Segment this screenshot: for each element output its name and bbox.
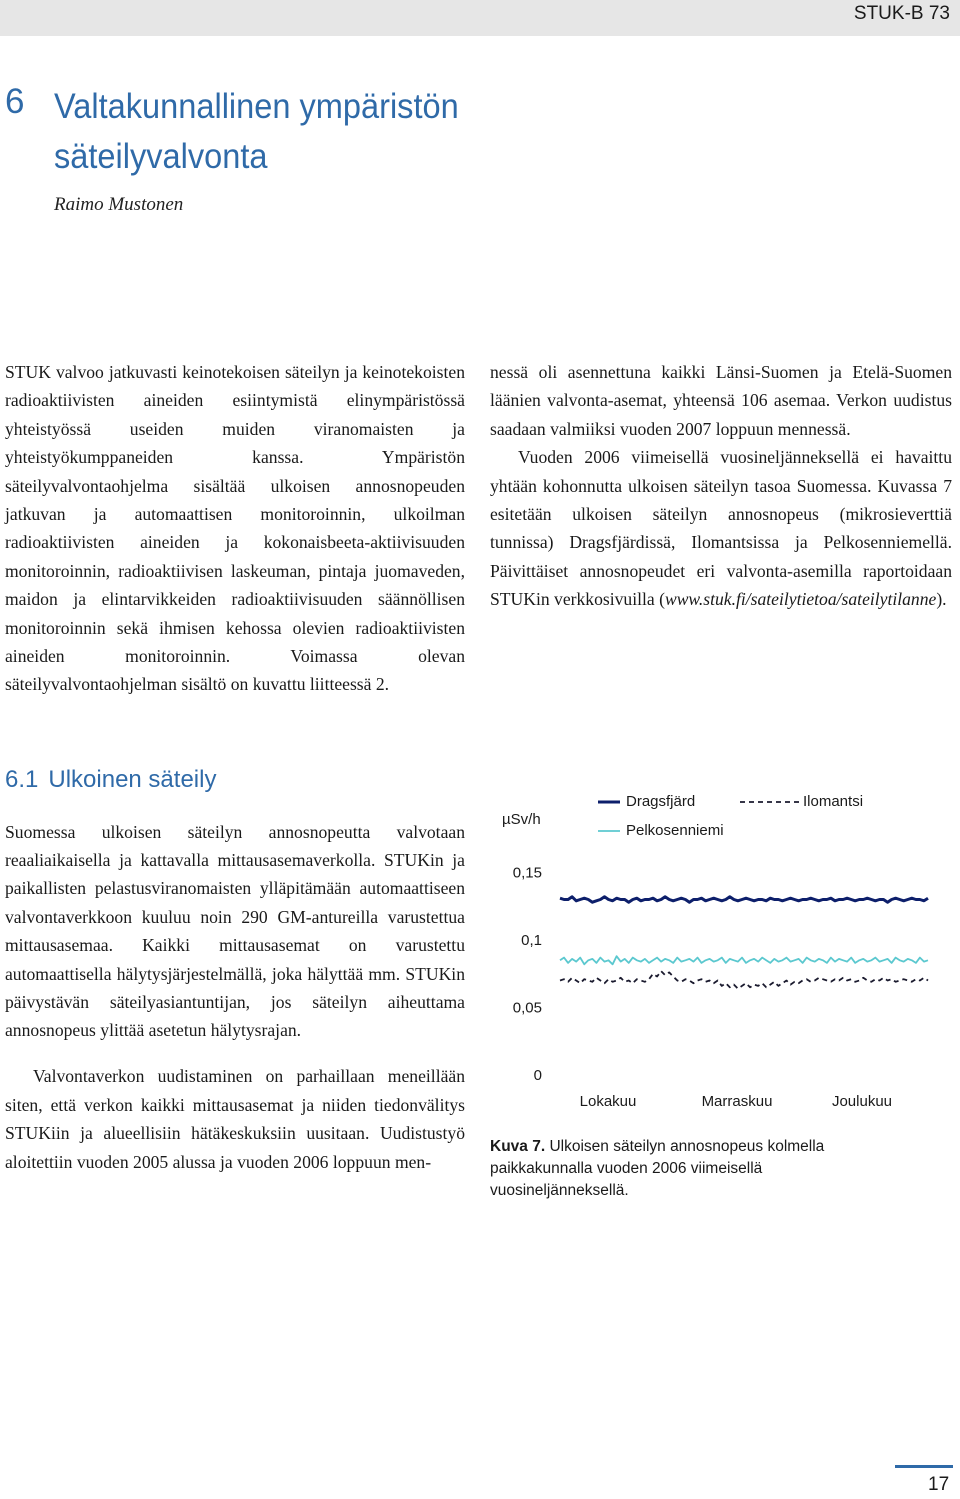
figure-caption <box>490 1136 870 1202</box>
dose-rate-chart <box>490 785 950 1115</box>
page-number: 17 <box>928 1474 950 1495</box>
paragraph: nessä oli asennettuna kaikki Länsi-Suomen ja Etelä-Suomen läänien valvonta-asemat, yhteensä 106 asemaa. Verkon uudistus saadaan valmiiksi vuoden 2007 loppuun mennessä. <box>490 362 952 439</box>
left-column-section <box>5 800 465 1194</box>
y-tick-label: 0,15 <box>512 864 542 882</box>
x-tick-label: Joulukuu <box>831 1093 893 1110</box>
section-number: 6.1 <box>5 766 39 793</box>
caption-label: Kuva 7. <box>490 1138 546 1155</box>
paragraph: Suomessa ulkoisen säteilyn annosnopeutta valvotaan reaaliaikaisella ja kattavalla mittausasemaverkolla. STUKin ja paikallisten pelastusviranomaisten ylläpitämään automaattiseen valvontaverkkoon kuuluu noin 290 GM-antureilla varustettua mittausasemaa. Kaikki mittausasemat on varustettu automaattisella hälytysjärjestelmällä, joka hälyttää mm. STUKin päivystävän säteilyasiantuntijan, jos säteilyn aiheuttama annosnopeus ylittää asetetun hälytysrajan. <box>5 821 465 1041</box>
series-line-pelkosenniemi <box>560 956 928 964</box>
chart-svg <box>490 785 950 1115</box>
left-column <box>5 358 465 699</box>
page-number-rule <box>895 1465 953 1468</box>
paragraph: Valvontaverkon uudistaminen on parhaillaan meneillään siten, että verkon kaikki mittausasemat ja niiden tiedonvälitys STUKiin ja alueellisiin hätäkeskuksiin uusitaan. Uudistustyö aloitettiin vuoden 2005 alussa ja vuoden 2006 loppuun men- <box>5 1066 465 1172</box>
paragraph-text: Vuoden 2006 viimeisellä vuosineljänneksellä ei havaittu yhtään kohonnutta ulkoisen säteilyn tasoa Suomessa. Kuvassa 7 esitetään ulkoisen säteilyn annosnopeus (mikrosieverttiä tunnissa) Dragsfjärdissä, Ilomantsissa ja Pelkosenniemellä. Päivittäiset annosnopeudet eri valvonta-asemilla raportoidaan STUKin verkkosivuilla ( <box>490 447 952 610</box>
y-tick-label: 0,1 <box>521 932 542 949</box>
paragraph: STUK valvoo jatkuvasti keinotekoisen säteilyn ja keinotekoisten radioaktiivisten aineiden esiintymistä elinympäristössä yhteistyössä useiden muiden viranomaisten ja yhteistyökumppaneiden kanssa. Ympäristön säteilyvalvontaohjelma sisältää ulkoisen annosnopeuden jatkuvan ja automaattisen monitoroinnin, ulkoilman radioaktiivisten aineiden ja kokonaisbeeta-aktiivisuuden monitoroinnin, radioaktiivisen laskeuman, pintaja juomaveden, maidon ja elintarvikkeiden radioaktiivisuuden säännöllisen monitoroinnin sekä ihmisen kehossa olevien radioaktiivisten aineiden monitoroinnin. Voimassa olevan säteilyvalvontaohjelman sisältö on kuvattu liitteessä 2. <box>5 362 465 695</box>
right-column <box>490 358 952 614</box>
chapter-title: Valtakunnallinen ympäristön säteilyvalvonta <box>54 87 459 176</box>
section-heading <box>5 766 216 794</box>
legend-label: Dragsfjärd <box>626 793 696 810</box>
chapter-number: 6 <box>5 82 25 121</box>
author: Raimo Mustonen <box>54 194 184 215</box>
legend-label: Pelkosenniemi <box>626 822 724 839</box>
paragraph <box>490 443 952 613</box>
report-code: STUK-B 73 <box>853 3 950 24</box>
series-line-ilomantsi <box>560 971 928 989</box>
x-tick-label: Marraskuu <box>701 1093 773 1110</box>
web-link[interactable]: www.stuk.fi/sateilytietoa/sateilytilanne <box>664 589 937 610</box>
legend-label: Ilomantsi <box>803 793 864 810</box>
page-header-band <box>0 0 960 36</box>
y-tick-label: 0,05 <box>512 999 542 1017</box>
x-tick-label: Lokakuu <box>579 1093 637 1110</box>
section-title: Ulkoinen säteily <box>48 766 217 793</box>
series-line-dragsfjärd <box>560 897 928 902</box>
y-tick-label: 0 <box>533 1067 542 1084</box>
paragraph-text-end: ). <box>936 589 947 610</box>
y-axis-label: µSv/h <box>502 811 541 828</box>
caption-text: Ulkoisen säteilyn annosnopeus kolmella paikkakunnalla vuoden 2006 viimeisellä vuosineljänneksellä. <box>490 1138 825 1199</box>
